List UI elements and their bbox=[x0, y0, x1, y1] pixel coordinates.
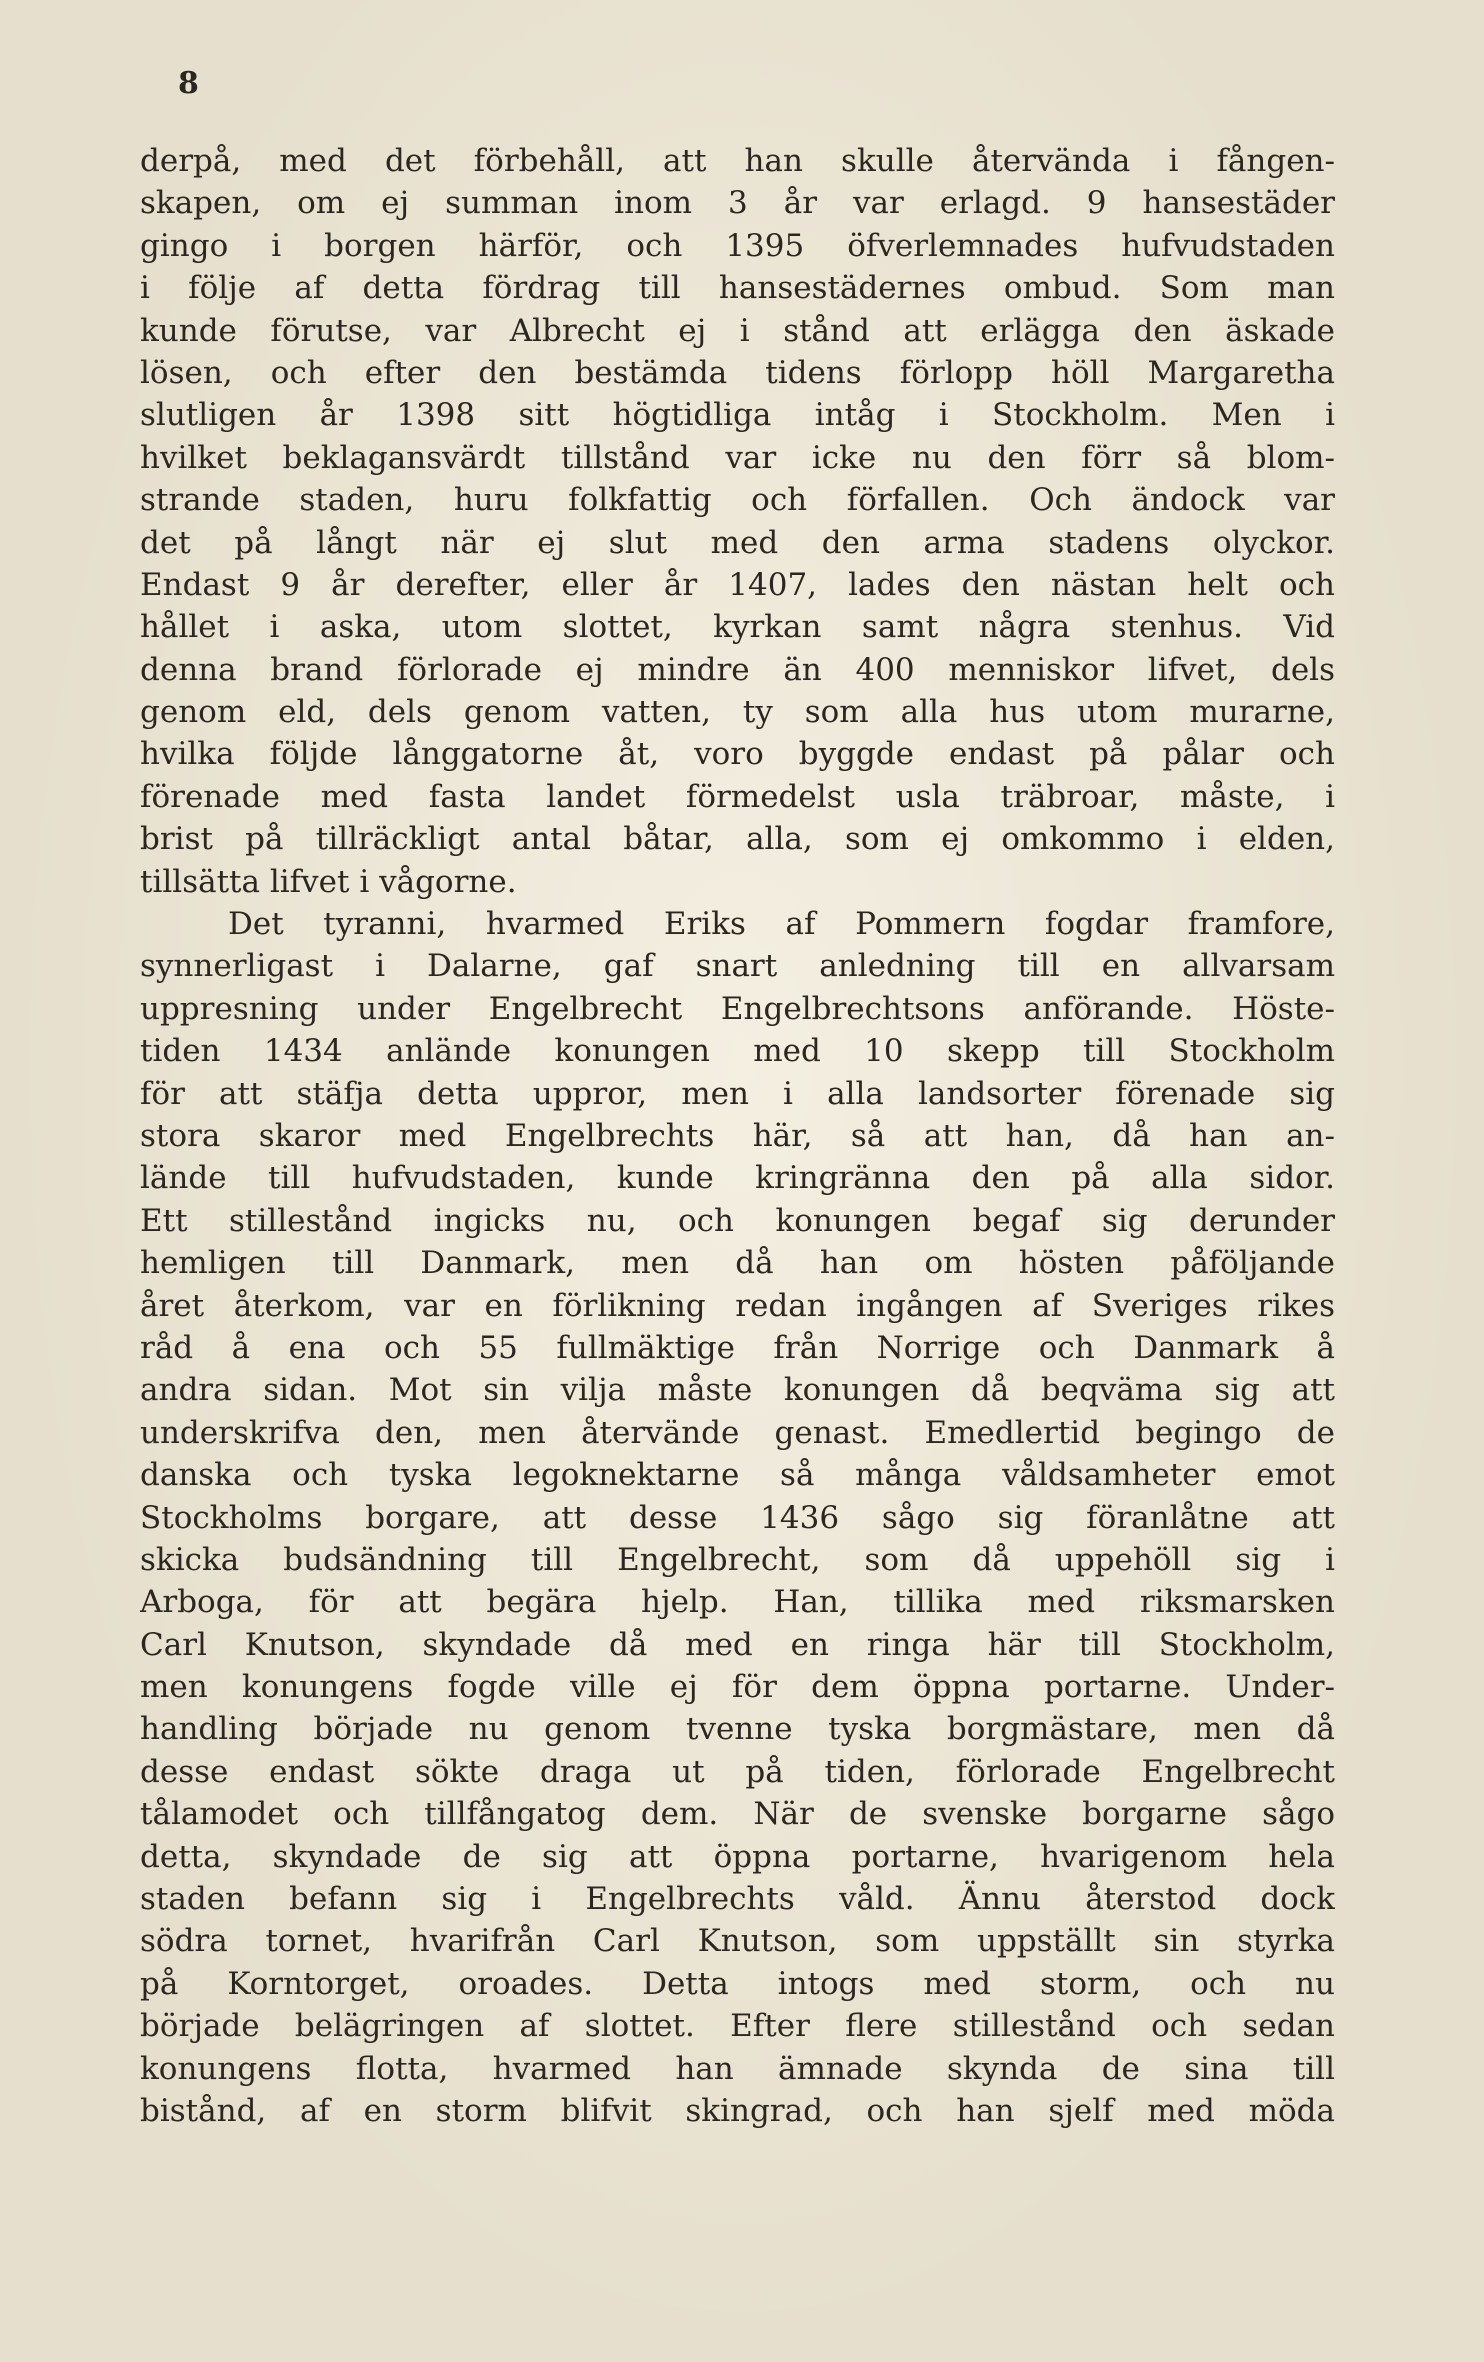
text-line: skapen, om ej summan inom 3 år var erlagd. 9 hansestäder bbox=[140, 185, 1335, 222]
text-line: Arboga, för att begära hjelp. Han, tillika med riksmarsken bbox=[140, 1584, 1335, 1621]
text-line: det på långt när ej slut med den arma stadens olyckor. bbox=[140, 524, 1335, 561]
text-line: staden befann sig i Engelbrechts våld. Ännu återstod dock bbox=[140, 1881, 1335, 1918]
text-line: tillsätta lifvet i vågorne. bbox=[140, 863, 517, 900]
text-line: hvilket beklagansvärdt tillstånd var icke nu den förr så blom- bbox=[140, 439, 1335, 476]
text-line: detta, skyndade de sig att öppna portarne, hvarigenom hela bbox=[140, 1838, 1335, 1875]
text-line: stora skaror med Engelbrechts här, så att han, då han an- bbox=[140, 1117, 1335, 1154]
text-line: danska och tyska legoknektarne så många våldsamheter emot bbox=[140, 1457, 1335, 1494]
text-line: södra tornet, hvarifrån Carl Knutson, som uppställt sin styrka bbox=[140, 1923, 1335, 1960]
text-line: hvilka följde långgatorne åt, voro byggde endast på pålar och bbox=[140, 736, 1335, 773]
text-line: skicka budsändning till Engelbrecht, som då uppehöll sig i bbox=[140, 1541, 1335, 1578]
text-line: Det tyranni, hvarmed Eriks af Pommern fogdar framfore, bbox=[228, 906, 1335, 943]
text-line: kunde förutse, var Albrecht ej i stånd att erlägga den äskade bbox=[140, 312, 1335, 349]
text-line: strande staden, huru folkfattig och förfallen. Och ändock var bbox=[140, 482, 1335, 519]
text-line: Stockholms borgare, att desse 1436 sågo sig föranlåtne att bbox=[140, 1499, 1335, 1536]
text-line: i följe af detta fördrag till hansestädernes ombud. Som man bbox=[140, 270, 1335, 307]
text-line: genom eld, dels genom vatten, ty som alla hus utom murarne, bbox=[140, 694, 1335, 731]
text-line: desse endast sökte draga ut på tiden, förlorade Engelbrecht bbox=[140, 1753, 1335, 1790]
text-line: för att stäfja detta uppror, men i alla landsorter förenade sig bbox=[140, 1075, 1335, 1112]
text-line: lösen, och efter den bestämda tidens förlopp höll Margaretha bbox=[140, 354, 1335, 391]
text-line: konungens flotta, hvarmed han ämnade skynda de sina till bbox=[140, 2050, 1335, 2087]
text-line: brist på tillräckligt antal båtar, alla, som ej omkommo i elden, bbox=[140, 821, 1335, 858]
text-line: började belägringen af slottet. Efter flere stillestånd och sedan bbox=[140, 2008, 1335, 2045]
text-line: hemligen till Danmark, men då han om hösten påföljande bbox=[140, 1245, 1335, 1282]
text-line: slutligen år 1398 sitt högtidliga intåg i Stockholm. Men i bbox=[140, 397, 1335, 434]
text-line: tålamodet och tillfångatog dem. När de svenske borgarne sågo bbox=[140, 1796, 1335, 1833]
text-line: Carl Knutson, skyndade då med en ringa här till Stockholm, bbox=[140, 1626, 1335, 1663]
text-line: förenade med fasta landet förmedelst usla träbroar, måste, i bbox=[140, 778, 1335, 815]
text-line: bistånd, af en storm blifvit skingrad, och han sjelf med möda bbox=[140, 2092, 1335, 2129]
text-line: denna brand förlorade ej mindre än 400 menniskor lifvet, dels bbox=[140, 651, 1335, 688]
body-text bbox=[140, 140, 1335, 2132]
text-line: gingo i borgen härför, och 1395 öfverlemnades hufvudstaden bbox=[140, 227, 1335, 264]
text-line: andra sidan. Mot sin vilja måste konungen då beqväma sig att bbox=[140, 1372, 1335, 1409]
text-line: underskrifva den, men återvände genast. Emedlertid begingo de bbox=[140, 1414, 1335, 1451]
text-line: råd å ena och 55 fullmäktige från Norrige och Danmark å bbox=[140, 1329, 1335, 1366]
text-line: året återkom, var en förlikning redan ingången af Sveriges rikes bbox=[140, 1287, 1335, 1324]
text-line: synnerligast i Dalarne, gaf snart anledning till en allvarsam bbox=[140, 948, 1335, 985]
text-line: derpå, med det förbehåll, att han skulle återvända i fången- bbox=[140, 143, 1335, 179]
text-line: Ett stillestånd ingicks nu, och konungen begaf sig derunder bbox=[140, 1202, 1335, 1239]
text-line: Endast 9 år derefter, eller år 1407, lades den nästan helt och bbox=[140, 566, 1335, 603]
text-line: handling började nu genom tvenne tyska borgmästare, men då bbox=[140, 1711, 1335, 1748]
text-line: på Korntorget, oroades. Detta intogs med storm, och nu bbox=[140, 1965, 1335, 2002]
text-line: lände till hufvudstaden, kunde kringränna den på alla sidor. bbox=[140, 1160, 1335, 1197]
text-line: uppresning under Engelbrecht Engelbrechtsons anförande. Höste- bbox=[140, 990, 1335, 1027]
text-line: tiden 1434 anlände konungen med 10 skepp till Stockholm bbox=[140, 1033, 1335, 1070]
page-number: 8 bbox=[178, 66, 200, 101]
text-line: hållet i aska, utom slottet, kyrkan samt några stenhus. Vid bbox=[140, 609, 1335, 646]
text-line: men konungens fogde ville ej för dem öppna portarne. Under- bbox=[140, 1669, 1335, 1706]
